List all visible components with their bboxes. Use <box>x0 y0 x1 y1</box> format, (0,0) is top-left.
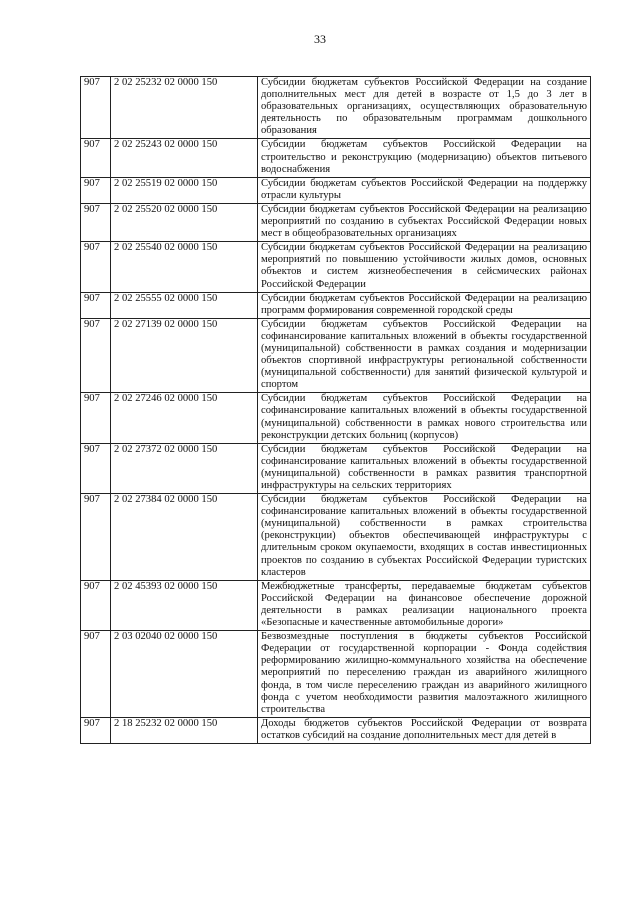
budget-code-cell: 2 02 25540 02 0000 150 <box>111 242 258 292</box>
budget-code-cell: 2 02 27372 02 0000 150 <box>111 443 258 493</box>
table-row <box>81 203 591 241</box>
budget-code-cell: 2 02 45393 02 0000 150 <box>111 580 258 630</box>
admin-code-cell: 907 <box>81 443 111 493</box>
table-row <box>81 242 591 292</box>
admin-code-cell: 907 <box>81 393 111 443</box>
budget-code-cell: 2 02 25555 02 0000 150 <box>111 292 258 318</box>
table-row <box>81 177 591 203</box>
description-cell: Субсидии бюджетам субъектов Российской Федерации на софинансирование капитальных вложений в объекты государственной (муниципальной) собственности в рамках создания и модернизации объектов спортивной инфраструктуры региональной собственности (муниципальной собственности) для занятий физической культурой и спортом <box>258 318 591 393</box>
table-row <box>81 494 591 581</box>
budget-code-cell: 2 02 27246 02 0000 150 <box>111 393 258 443</box>
budget-code-cell: 2 02 27139 02 0000 150 <box>111 318 258 393</box>
admin-code-cell: 907 <box>81 77 111 139</box>
admin-code-cell: 907 <box>81 242 111 292</box>
admin-code-cell: 907 <box>81 203 111 241</box>
description-cell: Субсидии бюджетам субъектов Российской Федерации на создание дополнительных мест для детей в возрасте от 1,5 до 3 лет в образовательных организациях, осуществляющих образовательную деятельность по образовательным программам дошкольного образования <box>258 77 591 139</box>
description-cell: Межбюджетные трансферты, передаваемые бюджетам субъектов Российской Федерации на финансовое обеспечение дорожной деятельности в рамках реализации национального проекта «Безопасные и качественные автомобильные дороги» <box>258 580 591 630</box>
table-row <box>81 717 591 743</box>
table-row <box>81 77 591 139</box>
admin-code-cell: 907 <box>81 631 111 718</box>
budget-code-cell: 2 02 25232 02 0000 150 <box>111 77 258 139</box>
budget-code-cell: 2 03 02040 02 0000 150 <box>111 631 258 718</box>
admin-code-cell: 907 <box>81 177 111 203</box>
page-number: 33 <box>314 32 326 46</box>
admin-code-cell: 907 <box>81 494 111 581</box>
admin-code-cell: 907 <box>81 717 111 743</box>
table-row <box>81 318 591 393</box>
description-cell: Субсидии бюджетам субъектов Российской Федерации на поддержку отрасли культуры <box>258 177 591 203</box>
description-cell: Безвозмездные поступления в бюджеты субъектов Российской Федерации от государственной корпорации - Фонда содействия реформированию жилищно-коммунального хозяйства на обеспечение мероприятий по переселению граждан из аварийного жилищного фонда, в том числе переселению граждан из аварийного жилищного фонда с учетом необходимости развития малоэтажного жилищного строительства <box>258 631 591 718</box>
revenue-codes-table <box>80 76 591 744</box>
description-cell: Субсидии бюджетам субъектов Российской Федерации на строительство и реконструкцию (модернизацию) объектов питьевого водоснабжения <box>258 139 591 177</box>
description-cell: Субсидии бюджетам субъектов Российской Федерации на реализацию программ формирования современной городской среды <box>258 292 591 318</box>
table-row <box>81 580 591 630</box>
table-row <box>81 139 591 177</box>
budget-code-cell: 2 02 25520 02 0000 150 <box>111 203 258 241</box>
budget-code-cell: 2 02 25243 02 0000 150 <box>111 139 258 177</box>
table-row <box>81 393 591 443</box>
admin-code-cell: 907 <box>81 292 111 318</box>
table-row <box>81 631 591 718</box>
table-body <box>81 77 591 744</box>
description-cell: Субсидии бюджетам субъектов Российской Федерации на софинансирование капитальных вложений в объекты государственной (муниципальной) собственности в рамках нового строительства или реконструкции детских больниц (корпусов) <box>258 393 591 443</box>
table-row <box>81 443 591 493</box>
admin-code-cell: 907 <box>81 318 111 393</box>
description-cell: Субсидии бюджетам субъектов Российской Федерации на реализацию мероприятий по повышению устойчивости жилых домов, основных объектов и систем жизнеобеспечения в сейсмических районах Российской Федерации <box>258 242 591 292</box>
admin-code-cell: 907 <box>81 139 111 177</box>
description-cell: Доходы бюджетов субъектов Российской Федерации от возврата остатков субсидий на создание дополнительных мест для детей в <box>258 717 591 743</box>
description-cell: Субсидии бюджетам субъектов Российской Федерации на софинансирование капитальных вложений в объекты государственной (муниципальной) собственности в рамках развития транспортной инфраструктуры на сельских территориях <box>258 443 591 493</box>
admin-code-cell: 907 <box>81 580 111 630</box>
budget-code-cell: 2 02 27384 02 0000 150 <box>111 494 258 581</box>
description-cell: Субсидии бюджетам субъектов Российской Федерации на реализацию мероприятий по созданию в субъектах Российской Федерации новых мест в общеобразовательных организациях <box>258 203 591 241</box>
budget-code-cell: 2 02 25519 02 0000 150 <box>111 177 258 203</box>
description-cell: Субсидии бюджетам субъектов Российской Федерации на софинансирование капитальных вложений в объекты государственной (муниципальной) собственности в рамках строительства (реконструкции) объектов обеспечивающей инфраструктуры с длительным сроком окупаемости, входящих в состав инвестиционных проектов по созданию в субъектах Российской Федерации туристских кластеров <box>258 494 591 581</box>
budget-code-cell: 2 18 25232 02 0000 150 <box>111 717 258 743</box>
table-row <box>81 292 591 318</box>
